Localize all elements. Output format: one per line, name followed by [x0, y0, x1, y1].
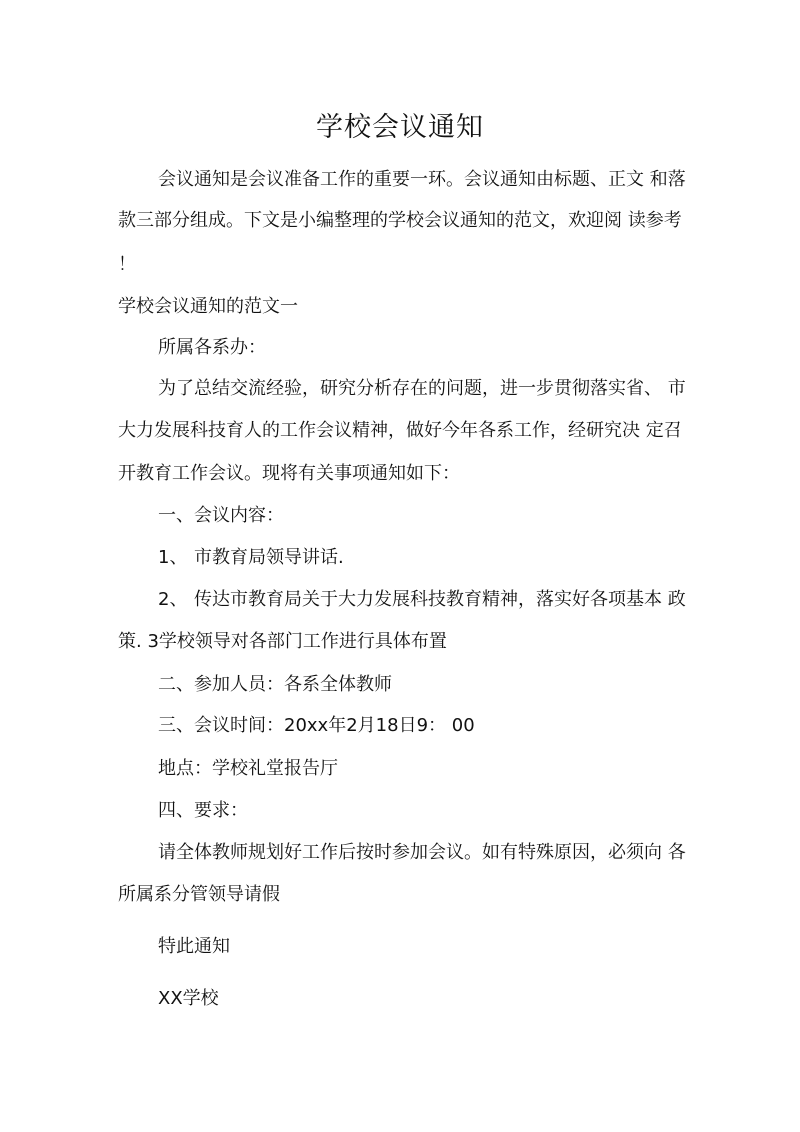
document-title: 学校会议通知 [316, 112, 484, 143]
item3-time: 三、会议时间：20xx年2月18日9： 00 [158, 715, 475, 736]
intro-line-2: 款三部分组成。下文是小编整理的学校会议通知的范文，欢迎阅 读参考 [118, 210, 682, 231]
item1-sub1-text: 市教育局领导讲话. [194, 547, 344, 568]
salutation: 所属各系办： [158, 337, 266, 358]
location: 地点：学校礼堂报告厅 [158, 758, 338, 779]
body-line-3: 开教育工作会议。现将有关事项通知如下： [118, 463, 460, 484]
requirement-line-1: 请全体教师规划好工作后按时参加会议。如有特殊原因，必须向 各 [158, 842, 686, 863]
item1-sub2-number: 2、 [158, 589, 188, 610]
item1-sub2 [158, 588, 800, 612]
body-line-2: 大力发展科技育人的工作会议精神，做好今年各系工作，经研究决 定召 [118, 420, 682, 441]
requirement-line-2: 所属系分管领导请假 [118, 884, 280, 905]
section-heading: 学校会议通知的范文一 [118, 296, 298, 317]
item1-sub1 [158, 546, 800, 570]
signature: XX学校 [158, 988, 219, 1009]
closing-remark: 特此通知 [158, 936, 230, 957]
item4-heading: 四、要求： [158, 800, 248, 821]
item1-sub2-continuation: 策. 3学校领导对各部门工作进行具体布置 [118, 631, 447, 652]
item1-sub1-number: 1、 [158, 547, 188, 568]
body-line-1: 为了总结交流经验，研究分析存在的问题，进一步贯彻落实省、 市 [158, 378, 686, 399]
intro-line-1: 会议通知是会议准备工作的重要一环。会议通知由标题、正文 和落 [158, 169, 686, 190]
item2-participants: 二、参加人员：各系全体教师 [158, 674, 392, 695]
item1-heading: 一、会议内容： [158, 505, 284, 526]
intro-line-3: ！ [118, 254, 136, 275]
item1-sub2-text: 传达市教育局关于大力发展科技教育精神，落实好各项基本 政 [194, 589, 686, 610]
